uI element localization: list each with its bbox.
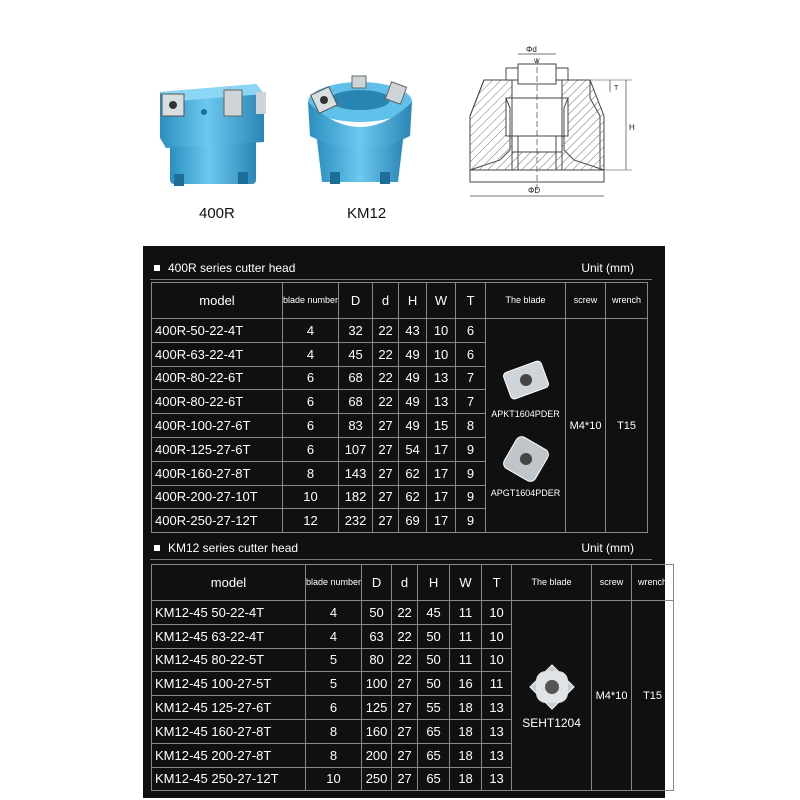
section-unit-km12: Unit (mm) — [581, 540, 634, 555]
cell-model: 400R-80-22-6T — [152, 390, 283, 414]
cell-model: 400R-100-27-6T — [152, 414, 283, 438]
table-row — [152, 319, 648, 343]
cell-H: 50 — [418, 648, 450, 672]
header-T: T — [456, 283, 486, 319]
section-header-400r — [150, 256, 652, 280]
header-D: D — [362, 565, 392, 601]
header-W: W — [427, 283, 456, 319]
cell-d: 22 — [373, 319, 399, 343]
cell-model: KM12-45 100-27-5T — [152, 672, 306, 696]
cell-W: 18 — [450, 743, 482, 767]
cell-d: 22 — [392, 624, 418, 648]
cell-T: 8 — [456, 414, 486, 438]
cell-D: 50 — [362, 601, 392, 625]
cell-d: 27 — [392, 767, 418, 791]
cell-D: 107 — [339, 437, 373, 461]
cell-model: 400R-63-22-4T — [152, 342, 283, 366]
cell-d: 27 — [392, 719, 418, 743]
spec-table-400r — [151, 282, 648, 533]
product-label-400r: 400R — [199, 205, 235, 222]
cell-D: 160 — [362, 719, 392, 743]
cell-H: 69 — [399, 509, 427, 533]
cell-model: KM12-45 50-22-4T — [152, 601, 306, 625]
cell-model: KM12-45 250-27-12T — [152, 767, 306, 791]
dim-d-small-label: Φd — [526, 45, 537, 54]
cell-D: 250 — [362, 767, 392, 791]
cell-blade-number: 4 — [283, 319, 339, 343]
table-row — [152, 601, 674, 625]
cell-D: 232 — [339, 509, 373, 533]
blade-name-seht: SEHT1204 — [522, 716, 581, 731]
cell-d: 22 — [392, 648, 418, 672]
cell-H: 49 — [399, 342, 427, 366]
cell-T: 13 — [482, 767, 512, 791]
dim-w-label: W — [534, 59, 540, 65]
cell-W: 13 — [427, 366, 456, 390]
cell-blade-number: 5 — [306, 672, 362, 696]
cell-T: 10 — [482, 624, 512, 648]
cell-d: 22 — [373, 366, 399, 390]
cell-T: 7 — [456, 390, 486, 414]
cell-W: 11 — [450, 624, 482, 648]
cell-H: 65 — [418, 719, 450, 743]
cell-T: 6 — [456, 319, 486, 343]
cell-d: 22 — [392, 601, 418, 625]
cell-W: 17 — [427, 437, 456, 461]
cell-W: 18 — [450, 767, 482, 791]
cell-W: 18 — [450, 696, 482, 720]
cell-model: KM12-45 80-22-5T — [152, 648, 306, 672]
spec-table-km12 — [151, 564, 674, 791]
cell-W: 17 — [427, 509, 456, 533]
cell-blade-number: 4 — [306, 601, 362, 625]
cell-H: 49 — [399, 414, 427, 438]
cell-H: 45 — [418, 601, 450, 625]
cell-blade-number: 6 — [283, 366, 339, 390]
cell-screw: M4*10 — [566, 319, 606, 533]
header-D: D — [339, 283, 373, 319]
cell-T: 11 — [482, 672, 512, 696]
cell-W: 10 — [427, 342, 456, 366]
cell-D: 125 — [362, 696, 392, 720]
cell-D: 45 — [339, 342, 373, 366]
header-screw: screw — [592, 565, 632, 601]
cell-T: 10 — [482, 648, 512, 672]
header-H: H — [418, 565, 450, 601]
cell-D: 83 — [339, 414, 373, 438]
header-model: model — [152, 283, 283, 319]
cell-blade-number: 8 — [283, 461, 339, 485]
blade-name-apkt: APKT1604PDER — [491, 408, 560, 419]
header-blade: The blade — [486, 283, 566, 319]
cell-model: 400R-160-27-8T — [152, 461, 283, 485]
cell-T: 9 — [456, 509, 486, 533]
section-title-400r: 400R series cutter head — [168, 260, 296, 275]
cell-H: 62 — [399, 485, 427, 509]
cell-model: 400R-250-27-12T — [152, 509, 283, 533]
cell-W: 13 — [427, 390, 456, 414]
cell-T: 13 — [482, 743, 512, 767]
cell-H: 49 — [399, 366, 427, 390]
cell-W: 10 — [427, 319, 456, 343]
cell-W: 16 — [450, 672, 482, 696]
cell-H: 62 — [399, 461, 427, 485]
header-d: d — [392, 565, 418, 601]
cell-blade-number: 6 — [283, 390, 339, 414]
cell-D: 200 — [362, 743, 392, 767]
cell-T: 13 — [482, 719, 512, 743]
section-unit-400r: Unit (mm) — [581, 260, 634, 275]
cell-H: 43 — [399, 319, 427, 343]
cell-d: 27 — [392, 672, 418, 696]
cell-blade-number: 12 — [283, 509, 339, 533]
cell-T: 9 — [456, 461, 486, 485]
cell-W: 18 — [450, 719, 482, 743]
cell-model: 400R-125-27-6T — [152, 437, 283, 461]
cell-T: 7 — [456, 366, 486, 390]
cell-D: 68 — [339, 390, 373, 414]
cell-model: KM12-45 200-27-8T — [152, 743, 306, 767]
cell-D: 80 — [362, 648, 392, 672]
bullet-square-icon — [154, 265, 160, 271]
dim-t-label: T — [614, 85, 619, 92]
cutter-400r-image — [152, 72, 272, 190]
cell-D: 182 — [339, 485, 373, 509]
cell-d: 27 — [373, 461, 399, 485]
header-wrench: wrench — [632, 565, 674, 601]
cell-d: 27 — [373, 485, 399, 509]
cell-W: 15 — [427, 414, 456, 438]
cell-model: KM12-45 160-27-8T — [152, 719, 306, 743]
cell-wrench: T15 — [632, 601, 674, 791]
bullet-square-icon — [154, 545, 160, 551]
header-blade: The blade — [512, 565, 592, 601]
cell-d: 27 — [373, 414, 399, 438]
table-header-row — [152, 283, 648, 319]
cell-T: 6 — [456, 342, 486, 366]
cell-H: 65 — [418, 743, 450, 767]
cell-blade-number: 10 — [283, 485, 339, 509]
cell-model: 400R-200-27-10T — [152, 485, 283, 509]
cell-d: 27 — [392, 696, 418, 720]
header-T: T — [482, 565, 512, 601]
cell-d: 27 — [392, 743, 418, 767]
cell-W: 11 — [450, 648, 482, 672]
cell-H: 50 — [418, 624, 450, 648]
cutter-dimension-schematic — [456, 40, 656, 208]
cell-H: 49 — [399, 390, 427, 414]
cell-blade-number: 8 — [306, 743, 362, 767]
cutter-km12-image — [300, 72, 420, 190]
cell-D: 68 — [339, 366, 373, 390]
blade-cell — [486, 319, 566, 533]
cell-blade-number: 6 — [306, 696, 362, 720]
cell-blade-number: 10 — [306, 767, 362, 791]
cell-D: 143 — [339, 461, 373, 485]
header-W: W — [450, 565, 482, 601]
header-H: H — [399, 283, 427, 319]
cell-model: 400R-80-22-6T — [152, 366, 283, 390]
cell-D: 100 — [362, 672, 392, 696]
cell-W: 11 — [450, 601, 482, 625]
cell-model: KM12-45 63-22-4T — [152, 624, 306, 648]
blade-name-apgt: APGT1604PDER — [490, 487, 561, 498]
header-screw: screw — [566, 283, 606, 319]
insert-seht-icon — [526, 661, 578, 713]
cell-d: 27 — [373, 437, 399, 461]
cell-T: 9 — [456, 485, 486, 509]
cell-W: 17 — [427, 461, 456, 485]
cell-d: 22 — [373, 390, 399, 414]
cell-H: 65 — [418, 767, 450, 791]
header-blade-number: blade number — [306, 565, 362, 601]
header-blade-number: blade number — [283, 283, 339, 319]
cell-H: 50 — [418, 672, 450, 696]
cell-blade-number: 5 — [306, 648, 362, 672]
header-model: model — [152, 565, 306, 601]
cell-W: 17 — [427, 485, 456, 509]
cell-wrench: T15 — [606, 319, 648, 533]
header-wrench: wrench — [606, 283, 648, 319]
cell-T: 13 — [482, 696, 512, 720]
cell-blade-number: 8 — [306, 719, 362, 743]
header-d: d — [373, 283, 399, 319]
cell-H: 55 — [418, 696, 450, 720]
insert-apkt-icon — [500, 354, 552, 406]
table-header-row — [152, 565, 674, 601]
cell-blade-number: 4 — [306, 624, 362, 648]
dim-h-label: H — [629, 123, 635, 132]
cell-model: 400R-50-22-4T — [152, 319, 283, 343]
cell-T: 9 — [456, 437, 486, 461]
cell-H: 54 — [399, 437, 427, 461]
blade-cell — [512, 601, 592, 791]
cell-screw: M4*10 — [592, 601, 632, 791]
cell-D: 32 — [339, 319, 373, 343]
cell-d: 27 — [373, 509, 399, 533]
section-header-km12 — [150, 536, 652, 560]
cell-blade-number: 6 — [283, 437, 339, 461]
section-title-km12: KM12 series cutter head — [168, 540, 299, 555]
cell-model: KM12-45 125-27-6T — [152, 696, 306, 720]
cell-blade-number: 6 — [283, 414, 339, 438]
cell-D: 63 — [362, 624, 392, 648]
cell-d: 22 — [373, 342, 399, 366]
cell-T: 10 — [482, 601, 512, 625]
insert-apgt-icon — [500, 433, 552, 485]
cell-blade-number: 4 — [283, 342, 339, 366]
dim-d-large-label: ΦD — [528, 186, 541, 195]
product-label-km12: KM12 — [347, 205, 387, 222]
